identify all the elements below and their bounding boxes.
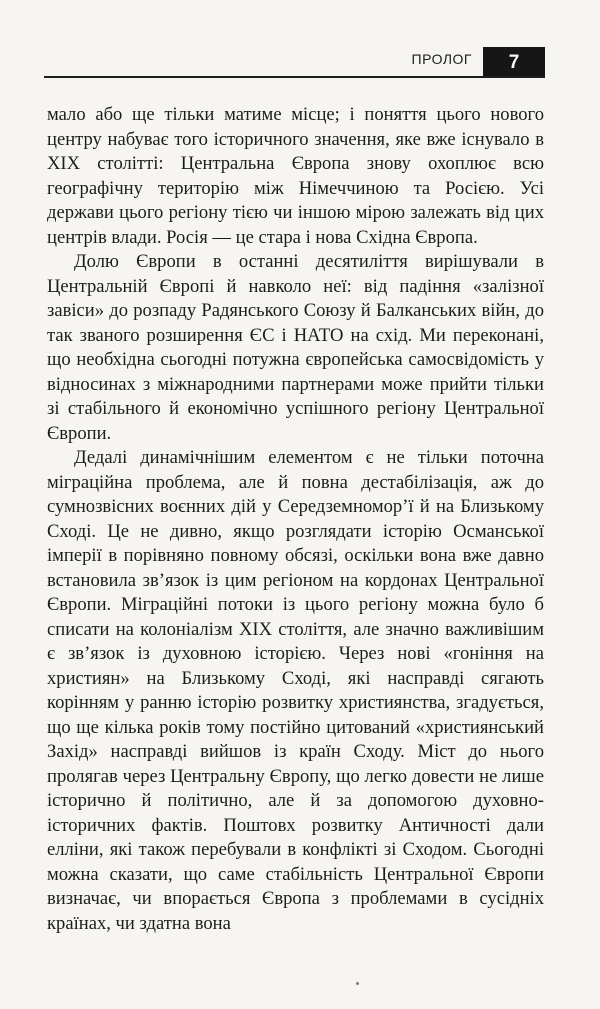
page-speck xyxy=(356,982,359,985)
header-rule xyxy=(44,76,544,78)
paragraph: Дедалі динамічнішим елементом є не тільки поточна міграційна проблема, але й повна дестабілізація, аж до сумнозвісних воєнних дій у Середземномор’ї й на Близькому Сході. Це не дивно, якщо розглядати історію Османської імперії в порівняно повному обсязі, оскільки вона вже давно встановила зв’язок із цим регіоном на кордонах Центральної Європи. Міграційні потоки із цього регіону можна було б списати на колоніалізм XIX століття, але значно важливішим є зв’язок із духовною історією. Через нові «гоніння на християн» на Близькому Сході, які насправді сягають корінням у ранню історію розвитку християнства, згадується, що ще кілька років тому постійно цитований «християнський Захід» насправді вийшов із країн Сходу. Міст до нього пролягав через Центральну Європу, що легко довести не лише історично й політично, але й за допомогою духовно-історичних фактів. Поштовх розвитку Античності дали елліни, які також перебували в конфлікті зі Сходом. Сьогодні можна сказати, що саме стабільність Центральної Європи визначає, чи впорається Європа з проблемами в сусідніх країнах, чи здатна вона xyxy=(47,447,544,934)
paragraph: Долю Європи в останні десятиліття вирішували в Центральній Європі й навколо неї: від падіння «залізної завіси» до розпаду Радянського Союзу й Балканських війн, до так званого розширення ЄС і НАТО на схід. Ми переконані, що необхідна сьогодні потужна європейська самосвідомість у відносинах з міжнародними партнерами може прийти тільки зі стабільного й економічно успішного регіону Центральної Європи. xyxy=(47,251,544,444)
paragraph: мало або ще тільки матиме місце; і поняття цього нового центру набуває того історичного значення, яке вже існувало в XIX столітті: Центральна Європа знову охоплює всю географічну територію між Німеччиною та Росією. Усі держави цього регіону тією чи іншою мірою залежать від цих центрів влади. Росія — це стара і нова Східна Європа. xyxy=(47,104,544,248)
page-number: 7 xyxy=(483,47,545,78)
running-header xyxy=(0,0,600,90)
section-title: ПРОЛОГ xyxy=(411,51,472,67)
body-text xyxy=(47,103,544,936)
